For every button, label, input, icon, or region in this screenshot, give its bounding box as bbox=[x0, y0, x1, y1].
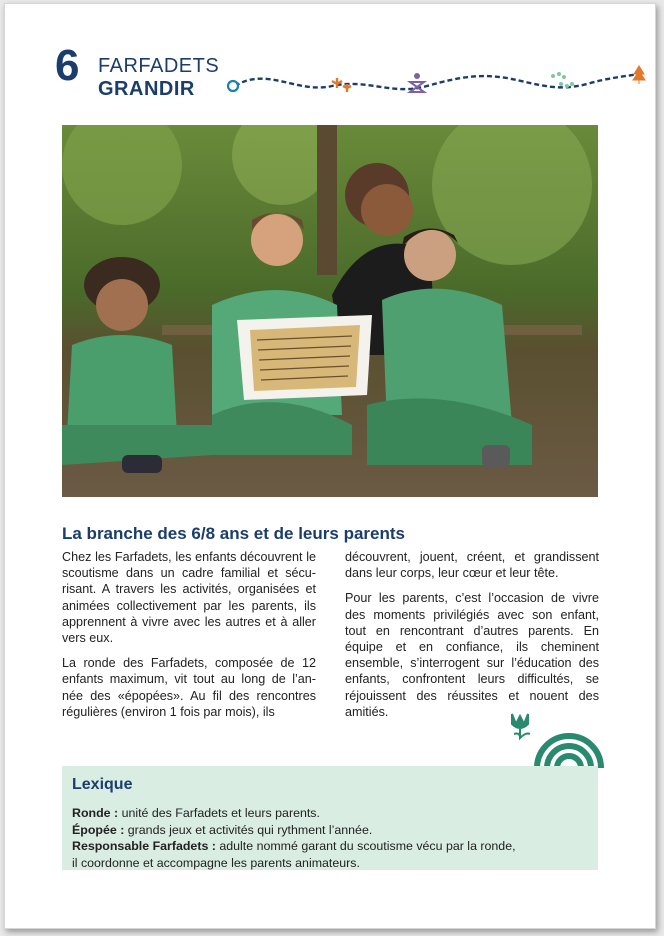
paragraph: Chez les Farfadets, les enfants découvrent le scoutisme dans un cadre familial et sécu-risant. A travers les activités, organisées et animées collectivement par les parents, ils apprennent à vivre avec les autres et à aller vers eux. bbox=[62, 550, 316, 646]
lexique-entry bbox=[72, 838, 516, 855]
right-column bbox=[345, 549, 599, 729]
lexique-term: Responsable Farfadets : bbox=[72, 839, 216, 853]
page bbox=[4, 3, 656, 929]
lexique-entry bbox=[72, 822, 516, 839]
lexique-box bbox=[62, 766, 598, 870]
chapter-title-line1: FARFADETS bbox=[98, 55, 220, 77]
paragraph: La ronde des Farfadets, composée de 12 enfants maximum, vit tout au long de l’an-née des «épopées». Au fil des rencontres régulières (environ 1 fois par mois), ils bbox=[62, 656, 316, 719]
lexique-title: Lexique bbox=[72, 776, 133, 793]
lexique-term: Épopée : bbox=[72, 822, 125, 837]
paragraph: Pour les parents, c’est l’occasion de vivre des moments privilégiés avec son enfant, tout en rencontrant d’autres parents. En équipe et en confiance, ils cheminent ensemble, s’interrogent sur l’éducation des enfants, confrontent leurs difficultés, se réjouissent des réussites et nouent des amitiés. bbox=[345, 591, 599, 719]
children-reading-photo bbox=[62, 125, 598, 497]
left-column bbox=[62, 549, 316, 729]
lexique-continuation: il coordonne et accompagne les parents animateurs. bbox=[72, 855, 360, 870]
paw-icon bbox=[551, 72, 574, 88]
lexique-definition: adulte nommé garant du scoutisme vécu par la ronde, bbox=[215, 839, 516, 853]
chapter-number: 6 bbox=[55, 41, 80, 90]
lexique-term: Ronde : bbox=[72, 806, 119, 820]
chapter-title-line2: GRANDIR bbox=[98, 78, 195, 100]
lexique-definition: unité des Farfadets et leurs parents. bbox=[118, 806, 320, 820]
lexique-definition: grands jeux et activités qui rythment l’année. bbox=[124, 822, 373, 837]
trail-decoration bbox=[227, 64, 647, 100]
rainbow-plant-decoration bbox=[505, 708, 605, 768]
paragraph: découvrent, jouent, créent, et grandissent dans leur corps, leur cœur et leur tête. bbox=[345, 550, 599, 581]
lexique-entries bbox=[72, 805, 516, 871]
section-heading: La branche des 6/8 ans et de leurs parents bbox=[62, 524, 405, 543]
tulip-icon bbox=[512, 714, 530, 738]
lexique-entry bbox=[72, 805, 516, 822]
circle-icon bbox=[228, 81, 238, 91]
tree-icon bbox=[633, 66, 645, 84]
rainbow-icon bbox=[537, 736, 601, 768]
